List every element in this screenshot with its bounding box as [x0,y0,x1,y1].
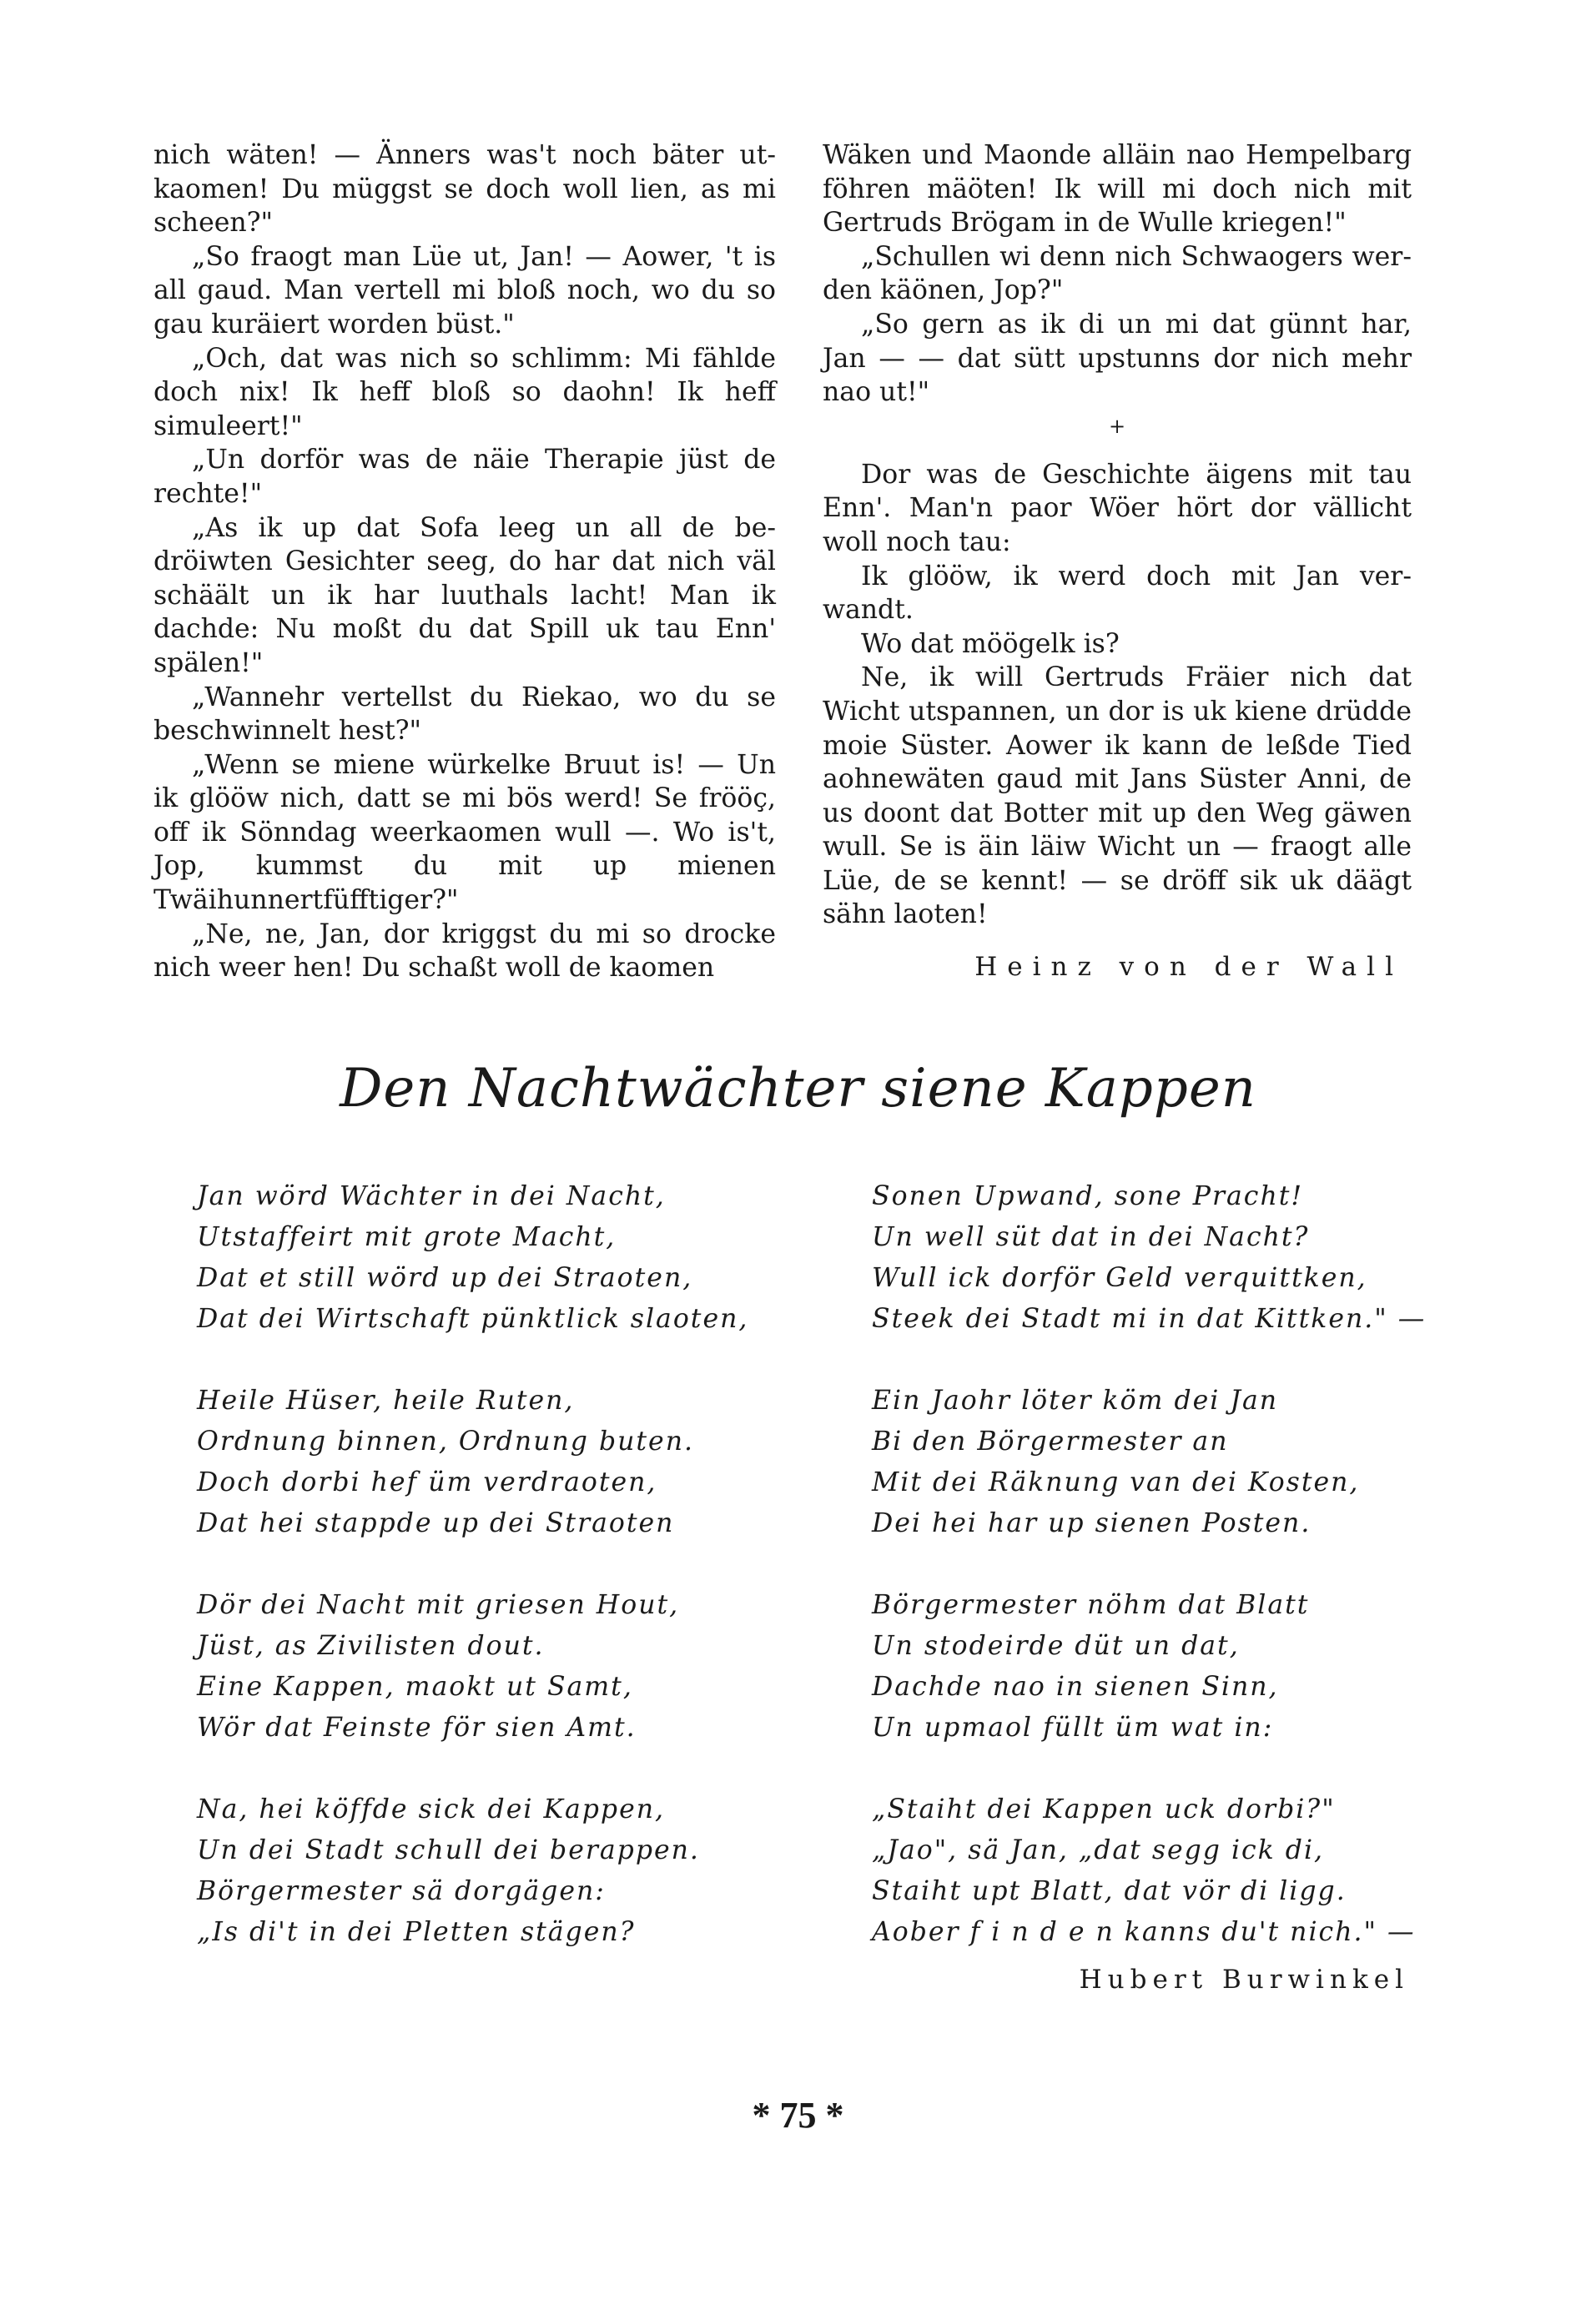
page-number: * 75 * [752,2095,844,2136]
poem-column-left [197,1176,749,1994]
paragraph: „So fraogt man Lüe ut, Jan! — Aower, 't is all gaud. Man vertell mi bloß noch, wo du so gau kuräiert worden büst." [154,241,776,340]
poem-line: Na, hei köffde sick dei Kappen, [197,1794,666,1824]
poem-stanza [197,1381,731,1544]
poem-line: Doch dorbi hef üm verdraoten, [197,1467,657,1497]
paragraph: nich wäten! — Änners was't noch bäter ut-kaomen! Du müggst se doch woll lien, as mi scheen?" [154,140,776,239]
poem-line: Steek dei Stadt mi in dat Kittken." — [872,1304,1427,1334]
poem-line: „Staiht dei Kappen uck dorbi?" [872,1794,1336,1824]
poem-line: Un upmaol füllt üm wat in: [872,1713,1274,1743]
poem-line: Börgermester sä dorgägen: [197,1876,606,1906]
story-author: Heinz von der Wall [974,952,1403,983]
poem-line: Mit dei Räknung van dei Kosten, [872,1467,1360,1497]
poem-line: Un well süt dat in dei Nacht? [872,1222,1310,1252]
paragraph: Ik glööw, ik werd doch mit Jan ver-wandt. [823,561,1412,626]
poem-line: Bi den Börgermester an [872,1427,1229,1457]
poem-stanza [197,1176,749,1340]
paragraph: „Schullen wi denn nich Schwaogers wer-den käönen, Jop?" [823,241,1412,306]
poem-line: Börgermester nöhm dat Blatt [872,1590,1310,1620]
poem-line: Un stodeirde düt un dat, [872,1631,1240,1661]
poem-line: Sonen Upwand, sone Pracht! [872,1181,1304,1211]
paragraph: „Ne, ne, Jan, dor kriggst du mi so drocke nich weer hen! Du schaßt woll de kaomen [154,918,776,984]
section-separator: + [1108,414,1126,438]
paragraph: „As ik up dat Sofa leeg un all de be-dröiwten Gesichter seeg, do har dat nich väl schäält un ik har luuthals lacht! Man ik dachde: Nu moßt du dat Spill uk tau Enn' spälen!" [154,512,776,678]
poem-stanza [197,1585,731,1749]
poem-line: Ein Jaohr löter köm dei Jan [872,1386,1279,1416]
poem-line: Aober f i n d e n kanns du't nich." — [872,1917,1416,1947]
poem-line: Dei hei har up sienen Posten. [872,1508,1312,1538]
poem-stanza [872,1176,1456,1340]
poem-line: Dachde nao in sienen Sinn, [872,1672,1279,1702]
poem-line: Dat et still wörd up dei Straoten, [197,1263,693,1293]
paragraph: „Un dorför was de näie Therapie jüst de rechte!" [154,445,776,509]
paragraph: Ne, ik will Gertruds Fräier nich dat Wicht utspannen, un dor is uk kiene drüdde moie Süster. Aower ik kann de leßde Tied aohnewäten gaud mit Jans Süster Anni, de us doont dat Botter mit up den Weg gäwen wull. Se is äin läiw Wicht un — fraogt alle Lüe, de se kennt! — se dröff sik uk däägt sähn laoten! [823,662,1412,930]
poem-line: Dör dei Nacht mit griesen Hout, [197,1590,680,1620]
story-column-right [823,138,1412,984]
paragraph: „Och, dat was nich so schlimm: Mi fählde doch nix! Ik heff bloß so daohn! Ik heff simuleert!" [154,343,776,441]
paragraph: Dor was de Geschichte äigens mit tau Enn'. Man'n paor Wöer hört dor vällicht woll noch tau: [823,459,1412,557]
paragraph: „Wenn se miene würkelke Bruut is! — Un ik glööw nich, datt se mi bös werd! Se frööç, off ik Sönndag weerkaomen wull —. Wo is't, Jop, kummst du mit up mienen Twäihunnertfüfftiger?" [154,749,776,916]
poem-line: „Jao", sä Jan, „dat segg ick di, [872,1835,1325,1865]
poem-stanza [872,1381,1456,1544]
paragraph: Wäken und Maonde alläin nao Hempelbarg föhren mäöten! Ik will mi doch nich mit Gertruds Brögam in de Wulle kriegen!" [823,140,1412,239]
poem-line: Jüst, as Zivilisten dout. [197,1631,545,1661]
poem-line: Staiht upt Blatt, dat vör di ligg. [872,1876,1347,1906]
poem-line: Jan wörd Wächter in dei Nacht, [197,1181,666,1211]
poem-stanza [872,1585,1456,1749]
poem-line: Un dei Stadt schull dei berappen. [197,1835,700,1865]
poem-line: Dat hei stappde up dei Straoten [197,1508,675,1538]
poem-line: Ordnung binnen, Ordnung buten. [197,1427,694,1457]
poem-line: „Is di't in dei Pletten stägen? [197,1917,636,1947]
poem-line: Eine Kappen, maokt ut Samt, [197,1672,633,1702]
poem-line: Dat dei Wirtschaft pünktlick slaoten, [197,1304,749,1334]
poem-line: Heile Hüser, heile Ruten, [197,1386,575,1416]
poem-stanza [197,1789,731,1953]
poem-stanza [872,1789,1456,1953]
poem-line: Utstaffeirt mit grote Macht, [197,1222,617,1252]
paragraph: „Wannehr vertellst du Riekao, wo du se beschwinnelt hest?" [154,682,776,747]
poem-column-right [872,1176,1456,1994]
paragraph: „So gern as ik di un mi dat günnt har, Jan — — dat sütt upstunns dor nich mehr nao ut!" [823,309,1412,408]
poem-line: Wör dat Feinste för sien Amt. [197,1713,637,1743]
poem-line: Wull ick dorför Geld verquittken, [872,1263,1367,1293]
story-column-left [154,138,776,985]
paragraph: Wo dat möögelk is? [861,628,1120,659]
poem-title: Den Nachtwächter siene Kappen [340,1058,1256,1120]
poem-author: Hubert Burwinkel [1079,1965,1409,1995]
